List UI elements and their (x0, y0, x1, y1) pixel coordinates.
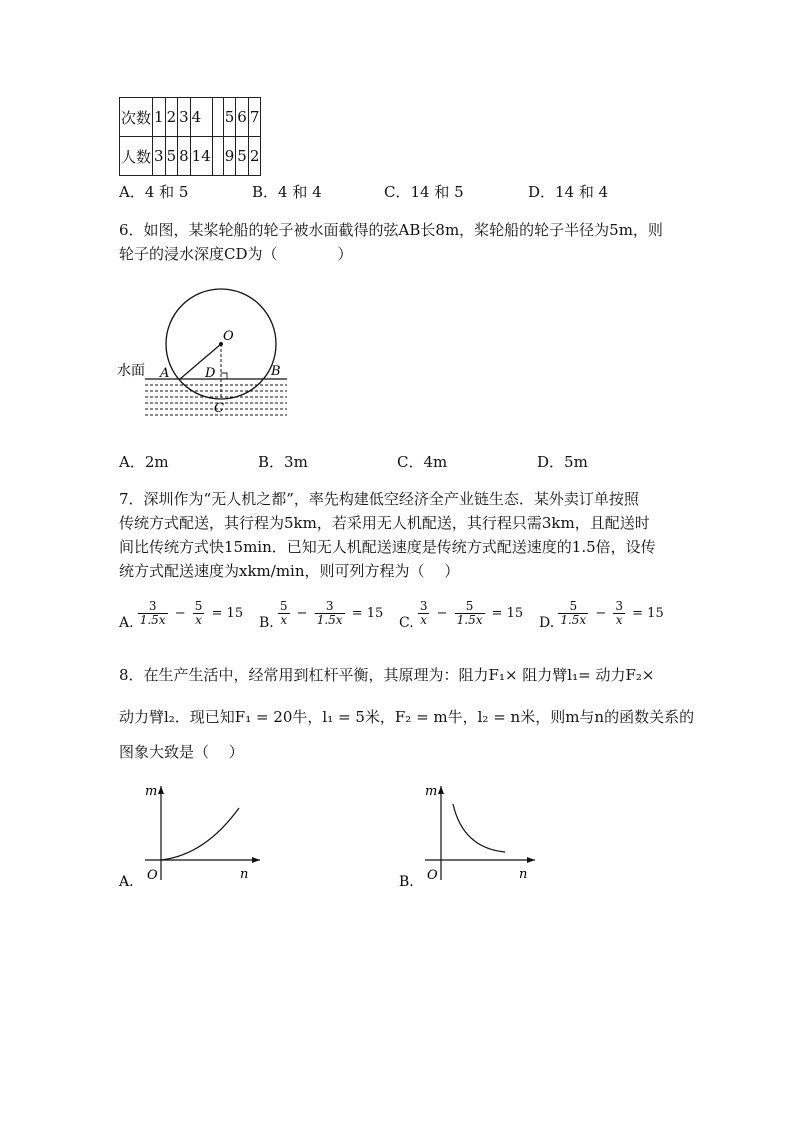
graph-b[interactable] (395, 780, 545, 890)
q6-text-line2: 轮子的浸水深度CD为（ ） (119, 245, 353, 263)
numerator: 3 (315, 600, 345, 614)
label-D: D (205, 366, 216, 381)
fraction (315, 600, 345, 627)
equals-rhs: = 15 (211, 606, 244, 621)
frequency-table (119, 97, 261, 176)
label-water: 水面 (117, 363, 145, 379)
table-cell: 6 (236, 98, 249, 137)
q7-option-b[interactable] (259, 600, 386, 631)
table-cell: 8 (178, 137, 191, 176)
numerator: 3 (419, 599, 428, 613)
q7-option-d[interactable] (539, 600, 667, 631)
q8-text-line1: 8．在生产生活中，经常用到杠杆平衡，其原理为：阻力F₁× 阻力臂l₁= 动力F₂× (119, 666, 655, 684)
numerator: 3 (615, 599, 624, 613)
x-axis-arrow (252, 857, 260, 863)
curve-parabola (161, 808, 239, 860)
graph-a-label: A. (119, 874, 134, 890)
table-cell: 4 (190, 98, 212, 137)
label-O: O (223, 329, 234, 344)
label-B: B (271, 364, 281, 379)
table-cell: 5 (223, 98, 236, 137)
table-cell (212, 137, 223, 176)
q5-option-a[interactable]: A．4 和 5 (119, 183, 189, 201)
q5-option-b[interactable]: B．4 和 4 (252, 183, 322, 201)
option-label: C. (399, 615, 414, 631)
q7-text-line1: 7．深圳作为“无人机之都”，率先构建低空经济全产业链生态．某外卖订单按照 (119, 490, 639, 508)
operator: − (174, 606, 186, 621)
curve-hyperbola (453, 804, 505, 852)
y-axis-arrow (158, 786, 164, 794)
row-label-times: 次数 (120, 98, 153, 137)
fraction (455, 600, 485, 627)
table-cell: 3 (153, 137, 166, 176)
denominator: 1.5x (456, 613, 483, 627)
row-label-people: 人数 (120, 137, 153, 176)
table-cell (212, 98, 223, 137)
numerator: 5 (194, 599, 203, 613)
q6-option-d[interactable]: D．5m (537, 453, 588, 471)
fraction (278, 600, 290, 627)
fraction (193, 600, 205, 627)
operator: − (595, 606, 607, 621)
table-cell: 5 (165, 137, 178, 176)
operator: − (436, 606, 448, 621)
y-axis-label: m (425, 784, 438, 799)
equals-rhs: = 15 (491, 606, 524, 621)
y-axis-arrow (438, 786, 444, 794)
y-axis-label: m (145, 784, 158, 799)
numerator: 5 (455, 600, 485, 614)
option-label: D. (539, 615, 555, 631)
q7-text-line2: 传统方式配送，其行程为5km，若采用无人机配送，其行程只需3km，且配送时 (119, 514, 650, 532)
denominator: x (195, 613, 202, 627)
numerator: 5 (279, 599, 288, 613)
numerator: 5 (558, 600, 588, 614)
q6-text-line1: 6．如图，某桨轮船的轮子被水面截得的弦AB长8m，桨轮船的轮子半径为5m，则 (119, 221, 663, 239)
table-row-times (120, 98, 261, 137)
graph-b-label: B. (399, 874, 414, 890)
denominator: x (420, 613, 428, 627)
q5-option-c[interactable]: C．14 和 5 (384, 183, 464, 201)
table-cell: 1 (153, 98, 166, 137)
fraction (613, 600, 625, 627)
denominator: 1.5x (560, 613, 587, 627)
denominator: x (280, 613, 288, 627)
right-angle-mark (221, 373, 227, 379)
label-C: C (214, 401, 224, 416)
x-axis-label: n (240, 867, 249, 882)
q7-text-line3: 间比传统方式快15min．已知无人机配送速度是传统方式配送速度的1.5倍，设传 (119, 538, 656, 556)
table-cell: 14 (190, 137, 212, 176)
q6-option-a[interactable]: A．2m (119, 453, 169, 471)
fraction (138, 600, 168, 627)
equals-rhs: = 15 (632, 606, 664, 621)
option-label: A. (119, 615, 134, 631)
x-axis-label: n (519, 867, 528, 882)
q8-text-line3: 图象大致是（ ） (119, 743, 244, 761)
table-cell: 7 (248, 98, 261, 137)
table-cell: 2 (248, 137, 261, 176)
origin-label: O (147, 868, 158, 883)
denominator: 1.5x (316, 613, 343, 627)
label-A: A (160, 366, 170, 381)
option-label: B. (259, 615, 274, 631)
table-cell: 5 (236, 137, 249, 176)
equals-rhs: = 15 (351, 606, 384, 621)
operator: − (296, 606, 308, 621)
denominator: x (615, 613, 623, 627)
q7-option-a[interactable] (119, 600, 246, 631)
fraction (418, 600, 430, 627)
fraction (558, 600, 588, 627)
q8-text-line2: 动力臂l₂．现已知F₁ = 20牛，l₁ = 5米，F₂ = m牛，l₂ = n米，则m与n的函数关系的 (119, 708, 695, 726)
origin-label: O (427, 868, 438, 883)
x-axis-arrow (527, 857, 535, 863)
table-cell: 2 (165, 98, 178, 137)
q7-text-line4: 统方式配送速度为xkm/min，则可列方程为（ ） (119, 562, 460, 580)
table-cell: 3 (178, 98, 191, 137)
q6-option-c[interactable]: C．4m (397, 453, 448, 471)
q6-option-b[interactable]: B．3m (258, 453, 308, 471)
denominator: 1.5x (139, 613, 166, 627)
graph-a[interactable] (115, 780, 265, 890)
q5-option-d[interactable]: D．14 和 4 (528, 183, 609, 201)
table-cell: 9 (223, 137, 236, 176)
table-row-people (120, 137, 261, 176)
paddle-wheel-figure (115, 285, 305, 420)
q7-option-c[interactable] (399, 600, 526, 631)
numerator: 3 (138, 600, 168, 614)
